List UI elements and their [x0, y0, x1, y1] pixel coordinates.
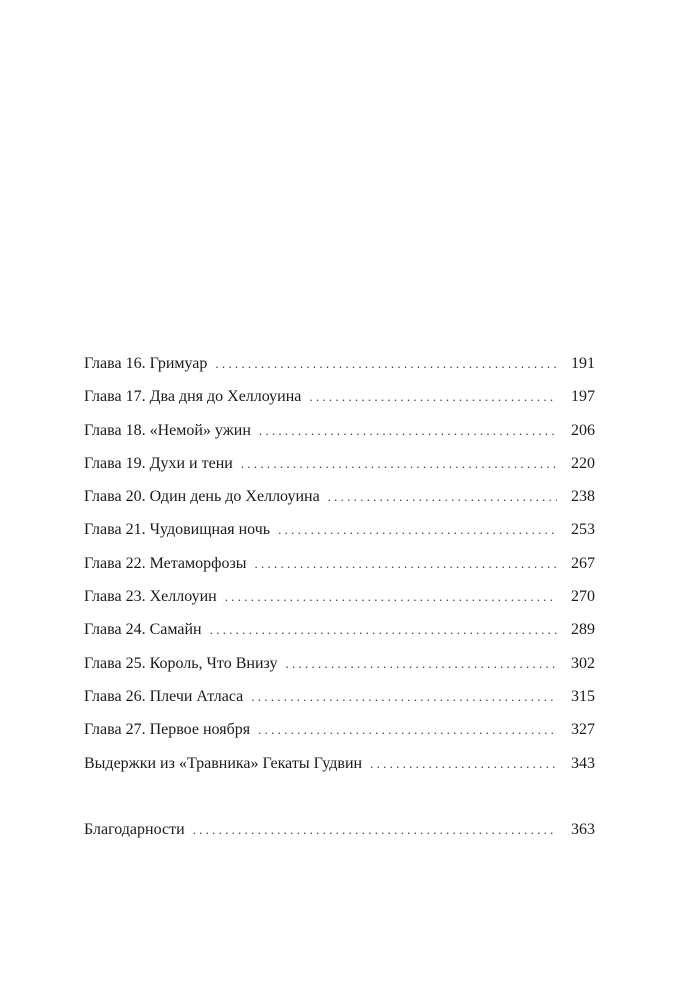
- toc-entry: [84, 480, 595, 513]
- toc-entry-page: 220: [571, 454, 595, 472]
- toc-leader-dots: [241, 447, 557, 480]
- toc-entry-page: 197: [571, 388, 595, 406]
- toc-entry: [84, 380, 595, 413]
- toc-entry-title: Глава 16. Гримуар: [84, 355, 208, 372]
- toc-leader-dots: [210, 613, 557, 646]
- toc-entry: [84, 713, 595, 746]
- toc-entry: [84, 613, 595, 646]
- toc-entry: [84, 447, 595, 480]
- toc-entry-page: 327: [571, 721, 595, 739]
- toc-entry-title: Глава 25. Король, Что Внизу: [84, 654, 278, 672]
- toc-entry-title: Глава 18. «Немой» ужин: [84, 421, 251, 439]
- toc-leader-dots: [278, 513, 557, 546]
- toc-entry-page: 270: [571, 588, 595, 606]
- toc-entry-page: 343: [571, 754, 595, 772]
- toc-entry: [84, 747, 595, 780]
- toc-entry-title: Глава 20. Один день до Хеллоуина: [84, 488, 320, 506]
- toc-entry-title: Глава 27. Первое ноября: [84, 721, 251, 739]
- toc-entry-page: 363: [571, 821, 595, 839]
- toc-leader-dots: [258, 713, 557, 746]
- toc-entry-title: Глава 24. Самайн: [84, 621, 202, 639]
- toc-entry-title: Глава 17. Два дня до Хеллоуина: [84, 388, 302, 406]
- toc-entry-title: Глава 21. Чудовищная ночь: [84, 521, 271, 539]
- toc-entry-page: 302: [571, 654, 595, 672]
- toc-entry-title: Благодарности: [84, 821, 185, 839]
- toc-entry: [84, 513, 595, 546]
- toc-entry-title: Глава 19. Духи и тени: [84, 454, 233, 472]
- toc-leader-dots: [370, 747, 557, 780]
- toc-entry-page: 289: [571, 621, 595, 639]
- toc-entry-page: 253: [571, 521, 595, 539]
- toc-leader-dots: [309, 380, 557, 413]
- toc-entry: [84, 680, 595, 713]
- toc-entry: [84, 580, 595, 613]
- toc-leader-dots: [225, 580, 557, 613]
- toc-leader-dots: [328, 480, 557, 513]
- toc-leader-dots: [255, 547, 557, 580]
- toc-entry-page: 267: [571, 554, 595, 572]
- toc-entry-title: Глава 22. Метаморфозы: [84, 554, 247, 572]
- toc-entry: [84, 414, 595, 447]
- toc-entry-title: Выдержки из «Травника» Гекаты Гудвин: [84, 754, 363, 772]
- toc-entry-page: 238: [571, 488, 595, 506]
- toc-entry-page: 315: [571, 687, 595, 705]
- toc-leader-dots: [285, 647, 557, 680]
- toc-leader-dots: [251, 680, 557, 713]
- toc-entry-page: 191: [571, 355, 595, 372]
- toc-entry-title: Глава 23. Хеллоуин: [84, 588, 217, 606]
- toc-entry: [84, 547, 595, 580]
- toc-entry: [84, 647, 595, 680]
- toc-entry-page: 206: [571, 421, 595, 439]
- table-of-contents: [84, 347, 595, 846]
- toc-leader-dots: [193, 813, 557, 846]
- toc-entry: [84, 347, 595, 380]
- toc-leader-dots: [215, 347, 557, 380]
- toc-entry-title: Глава 26. Плечи Атласа: [84, 687, 244, 705]
- toc-leader-dots: [259, 414, 557, 447]
- toc-entry-acknowledgements: [84, 813, 595, 846]
